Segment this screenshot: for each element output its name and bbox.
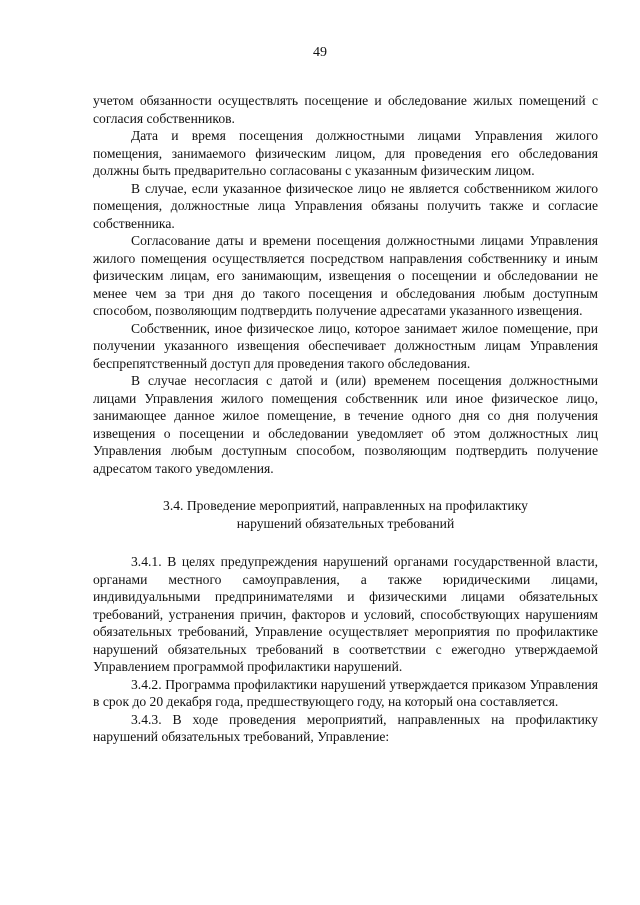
paragraph-continuation: учетом обязанности осуществлять посещение и обследование жилых помещений с согласия собственников.	[93, 93, 598, 126]
paragraph-visit-date-agreement: Дата и время посещения должностными лицами Управления жилого помещения, занимаемого физическим лицом, для проведения его обследования должны быть предварительно согласованы с указанным физическим лицом.	[93, 128, 598, 178]
document-body	[93, 92, 598, 746]
paragraph-owner-consent: В случае, если указанное физическое лицо не является собственником жилого помещения, должностные лица Управления обязаны получить также и согласие собственника.	[93, 180, 598, 231]
page-number: 49	[313, 45, 327, 60]
paragraph-3-4-2: 3.4.2. Программа профилактики нарушений утверждается приказом Управления в срок до 20 декабря года, предшествующего году, на который она составляется.	[93, 676, 598, 709]
section-heading-line-2: нарушений обязательных требований	[236, 515, 455, 531]
paragraph-notification: Согласование даты и времени посещения должностными лицами Управления жилого помещения осуществляется посредством направления собственнику и иным физическим лицам, его занимающим, извещения о посещении и обследовании не менее чем за три дня до такого посещения и обследования любым доступным способом, позволяющим подтвердить получение адресатами указанного извещения.	[93, 233, 598, 318]
section-heading	[93, 497, 598, 532]
paragraph-access: Собственник, иное физическое лицо, которое занимает жилое помещение, при получении указанного извещения обеспечивает должностным лицам Управления беспрепятственный доступ для проведения такого обследования.	[93, 320, 598, 371]
paragraph-disagreement: В случае несогласия с датой и (или) временем посещения должностными лицами Управления жилого помещения собственник или иное физическое лицо, занимающее данное жилое помещение, в течение одного дня со дня получения извещения о посещении и обследовании уведомляет об этом должностных лиц Управления любым доступным способом, позволяющим подтвердить получение адресатом такого уведомления.	[93, 373, 598, 476]
paragraph-3-4-1: 3.4.1. В целях предупреждения нарушений органами государственной власти, органами местного самоуправления, а также юридическими лицами, индивидуальными предпринимателями и физическими лицами обязательных требований, устранения причин, факторов и условий, способствующих нарушениям обязательных требований, Управление осуществляет мероприятия по профилактике нарушений обязательных требований в соответствии с ежегодно утверждаемой Управлением программой профилактики нарушений.	[93, 554, 598, 674]
paragraph-3-4-3: 3.4.3. В ходе проведения мероприятий, направленных на профилактику нарушений обязательных требований, Управление:	[93, 711, 598, 744]
section-heading-line-1: 3.4. Проведение мероприятий, направленных на профилактику	[163, 498, 528, 513]
